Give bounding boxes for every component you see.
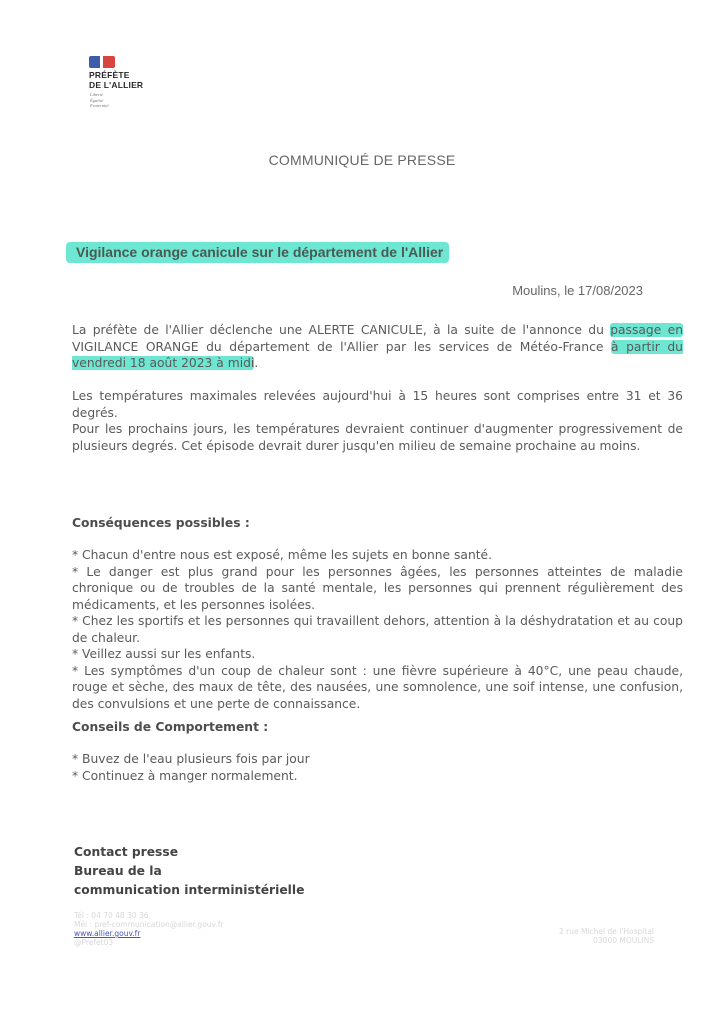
list-item: * Continuez à manger normalement.: [72, 768, 298, 783]
contact-details: [74, 911, 224, 947]
flag-red-stripe: [103, 56, 115, 68]
intro-paragraph: [72, 322, 683, 372]
consequences-heading: Conséquences possibles :: [72, 516, 250, 530]
website-link[interactable]: www.allier.gouv.fr: [74, 929, 141, 938]
contact-line3: communication interministérielle: [74, 883, 305, 897]
list-item: * Chez les sportifs et les personnes qui travaillent dehors, attention à la déshydratation et au coup de chaleur.: [72, 614, 683, 645]
intro-text-3: .: [254, 356, 259, 370]
list-item: * Chacun d'entre nous est exposé, même les sujets en bonne santé.: [72, 548, 493, 562]
logo-motto: Liberté Égalité Fraternité: [90, 92, 109, 108]
temperatures-paragraph-1: Les températures maximales relevées aujourd'hui à 15 heures sont comprises entre 31 et 36 degrés.: [72, 389, 683, 420]
prefecture-address: [559, 927, 654, 945]
social-handle[interactable]: @Prefet03: [74, 938, 114, 947]
temperatures-paragraph-2: Pour les prochains jours, les températures devraient continuer d'augmenter progressivement de plusieurs degrés. Cet épisode devrait durer jusqu'en milieu de semaine prochaine au moins.: [72, 422, 683, 453]
address-line1: 2 rue Michel de l'Hospital: [558, 927, 654, 936]
intro-highlight-1: passage en: [610, 323, 683, 337]
contact-line2: Bureau de la: [74, 864, 162, 878]
address-line2: 03000 MOULINS: [593, 936, 654, 945]
list-item: * Les symptômes d'un coup de chaleur sont : une fièvre supérieure à 40°C, une peau chaude, rouge et sèche, des maux de tête, des nausées, une somnolence, une soif intense, une confusion, des convulsions et une perte de connaissance.: [72, 663, 683, 711]
intro-text-1: La préfète de l'Allier déclenche une ALERTE CANICULE, à la suite de l'annonce du: [72, 323, 611, 337]
contact-phone: Tél : 04 70 48 30 36: [74, 911, 149, 920]
document-type-title: COMMUNIQUÉ DE PRESSE: [268, 152, 456, 168]
intro-highlight-2: à partir du vendredi 18 août 2023 à midi: [72, 339, 683, 370]
prefecture-logo-name: [89, 70, 143, 90]
press-contact: [74, 843, 304, 900]
logo-name-line1: PRÉFÈTE: [89, 70, 130, 80]
advice-heading: Conseils de Comportement :: [72, 720, 269, 734]
flag-blue-stripe: [89, 56, 100, 68]
list-item: * Veillez aussi sur les enfants.: [72, 647, 256, 661]
french-flag-icon: [89, 56, 115, 68]
contact-email[interactable]: Mél : pref-communication@allier.gouv.fr: [74, 920, 224, 929]
consequences-list: [72, 547, 683, 712]
advice-list: [72, 751, 683, 784]
list-item: * Buvez de l'eau plusieurs fois par jour: [72, 752, 310, 766]
headline: [66, 244, 449, 260]
logo-name-line2: DE L'ALLIER: [89, 80, 144, 90]
contact-line1: Contact presse: [74, 845, 179, 859]
list-item: * Le danger est plus grand pour les personnes âgées, les personnes atteintes de maladie chronique ou de troubles de la santé mentale, les personnes qui prennent régulièrement des médicaments, et les personnes isolées.: [72, 564, 683, 612]
headline-text: Vigilance orange canicule sur le département de l'Allier: [66, 242, 449, 263]
intro-text-2: VIGILANCE ORANGE du département de l'Allier par les services de Météo-France: [72, 339, 611, 354]
place-date: Moulins, le 17/08/2023: [512, 283, 643, 298]
